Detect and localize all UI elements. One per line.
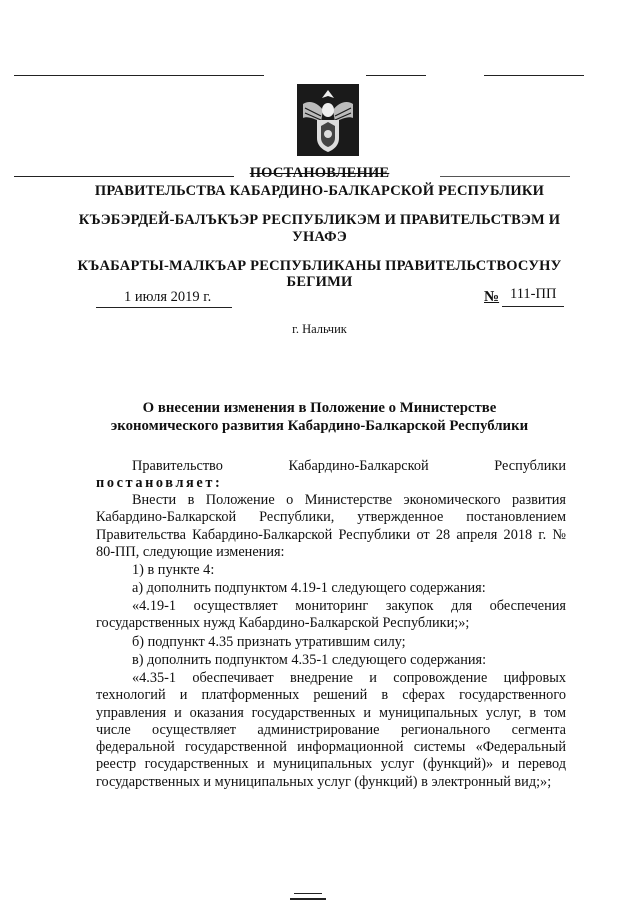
paragraph-item-1b: б) подпункт 4.35 признать утратившим силу; <box>132 634 406 650</box>
subject-line2: экономического развития Кабардино-Балкарской Республики <box>110 418 529 434</box>
bottom-mark <box>290 898 326 900</box>
top-rule-left <box>14 75 264 76</box>
number-underline <box>502 306 564 307</box>
paragraph-item-1: 1) в пункте 4: <box>132 562 215 578</box>
intro-word-2: Кабардино-Балкарской <box>288 458 429 474</box>
paragraph-4-35-1: «4.35-1 обеспечивает внедрение и сопровождение цифровых технологий и платформенных решений в сферах государственного управления и оказания государственных и муниципальных услуг, в том числе осуществляет администрирование регионального сегмента федеральной государственной информационной системы «Федеральный реестр государственных и муниципальных услуг (функций)» и перевод государственных и муниципальных услуг (функций) в электронный вид;»; <box>96 670 566 790</box>
document-number: 111-ПП <box>510 286 557 302</box>
issuer-russian: ПРАВИТЕЛЬСТВА КАБАРДИНО-БАЛКАРСКОЙ РЕСПУБЛИКИ <box>94 183 545 199</box>
issuer-kabardian-line1: КЪЭБЭРДЕЙ-БАЛЪКЪЭР РЕСПУБЛИКЭМ И ПРАВИТЕЛЬСТВЭМ И <box>78 212 561 228</box>
document-type: ПОСТАНОВЛЕНИЕ <box>249 165 390 181</box>
paragraph-item-1a: а) дополнить подпунктом 4.19-1 следующего содержания: <box>132 580 486 596</box>
city: г. Нальчик <box>292 322 347 336</box>
bottom-mark-2 <box>294 893 322 894</box>
emblem <box>295 82 361 158</box>
paragraph-4-19-1: «4.19-1 осуществляет мониторинг закупок для обеспечения государственных нужд Кабардино-Балкарской Республики;»; <box>96 598 566 632</box>
issuer-kabardian-line2: УНАФЭ <box>292 229 347 245</box>
issuer-balkar-line1: КЪАБАРТЫ-МАЛКЪАР РЕСПУБЛИКАНЫ ПРАВИТЕЛЬСТВОСУНУ <box>77 258 562 274</box>
decree-word: постановляет: <box>96 475 223 491</box>
number-sign: № <box>484 289 500 305</box>
paragraph-item-1c: в) дополнить подпунктом 4.35-1 следующего содержания: <box>132 652 487 668</box>
intro-line <box>96 458 566 475</box>
subject-line1: О внесении изменения в Положение о Министерстве <box>142 400 497 416</box>
document-date: 1 июля 2019 г. <box>124 289 212 305</box>
top-rule-right <box>484 75 584 76</box>
coat-of-arms-icon <box>295 82 361 158</box>
top-rule-middle <box>366 75 426 76</box>
intro-word-3: Республики <box>494 458 566 474</box>
intro-word-1: Правительство <box>132 458 223 474</box>
paragraph-main-change: Внести в Положение о Министерстве экономического развития Кабардино-Балкарской Республики, утвержденное постановлением Правительства Кабардино-Балкарской Республики от 28 апреля 2018 г. № 80-ПП, следующие изменения: <box>96 492 566 560</box>
issuer-balkar-line2: БЕГИМИ <box>286 274 353 290</box>
date-underline <box>96 307 232 308</box>
